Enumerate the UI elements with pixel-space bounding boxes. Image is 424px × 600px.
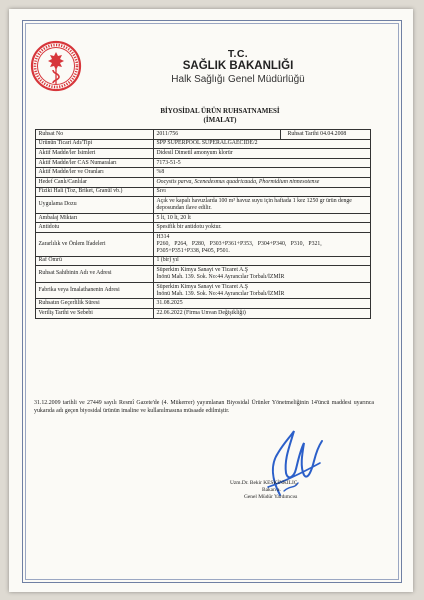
- document-title: [120, 107, 320, 124]
- header-ministry: SAĞLIK BAKANLIĞI: [182, 60, 294, 72]
- row-value: 5 lt, 10 lt, 20 lt: [154, 213, 371, 223]
- document-title-line2: (İMALAT): [203, 115, 237, 124]
- row-value-multiline: [154, 266, 371, 283]
- row-value: %8: [154, 168, 371, 178]
- row-value: Açık ve kapalı havuzlarda 100 m³ havuz suyu için haftada 1 kez 1250 gr ürün denge deposundan ilave edilir.: [154, 197, 371, 214]
- row-value: Spesifik bir antidotu yoktur.: [154, 223, 371, 233]
- table-row: [36, 256, 371, 266]
- table-row: [36, 213, 371, 223]
- table-row: [36, 149, 371, 159]
- row-label: Ruhsatın Geçerlilik Süresi: [36, 299, 154, 309]
- signatory-role-2: Genel Müdür Yardımcısı: [244, 494, 298, 500]
- table-row: [36, 177, 371, 187]
- row-label: Uygulama Dozu: [36, 197, 154, 214]
- factory-address: İnönü Mah. 139. Sok. No:44 Ayrancılar Torbalı/İZMİR: [156, 290, 285, 297]
- row-label: Aktif Madde/ler İsimleri: [36, 149, 154, 159]
- row-label: Aktif Madde/ler ve Oranları: [36, 168, 154, 178]
- row-value: 1 (bir) yıl: [154, 256, 371, 266]
- license-no-value: 2011/756: [154, 130, 281, 140]
- license-no-label: Ruhsat No: [36, 130, 154, 140]
- table-row: [36, 308, 371, 318]
- table-row: [36, 223, 371, 233]
- license-table: [35, 129, 371, 319]
- row-value-multiline: [154, 282, 371, 299]
- signature-block: [230, 480, 350, 501]
- row-value-multiline: [154, 232, 371, 256]
- document-title-line1: BİYOSİDAL ÜRÜN RUHSATNAMESİ: [160, 107, 280, 115]
- table-row: [36, 168, 371, 178]
- row-value: Oocystis parva, Scenedesmus quadricauda, Phormidium ninnesotense: [154, 177, 371, 187]
- row-value: 7173-51-5: [154, 158, 371, 168]
- row-label: Ruhsat Sahibinin Adı ve Adresi: [36, 266, 154, 283]
- hazard-statement: H314: [156, 233, 170, 240]
- row-value: SPP SUPERPOOL SUPERALGAECIDE/2: [154, 139, 371, 149]
- precaution-statements: P260, P264, P280, P303+P361+P353, P304+P340, P310, P321,: [156, 240, 322, 247]
- row-value: Didesil Dimetil amonyum klorür: [154, 149, 371, 159]
- holder-address: İnönü Mah. 139. Sok. No:44 Ayrancılar Torbalı/İZMİR: [156, 273, 285, 280]
- table-row: [36, 232, 371, 256]
- table-row: [36, 187, 371, 197]
- table-row: [36, 282, 371, 299]
- row-label: Ambalaj Miktarı: [36, 213, 154, 223]
- row-label: Zararlılık ve Önlem İfadeleri: [36, 232, 154, 256]
- row-label: Hedef Canlı/Canlılar: [36, 177, 154, 187]
- row-label: Veriliş Tarihi ve Sebebi: [36, 308, 154, 318]
- row-label: Raf Ömrü: [36, 256, 154, 266]
- header-directorate: Halk Sağlığı Genel Müdürlüğü: [171, 74, 305, 85]
- table-row: [36, 130, 371, 140]
- table-row: [36, 139, 371, 149]
- row-label: Ürünün Ticari Adı/Tipi: [36, 139, 154, 149]
- license-date-cell: [281, 130, 371, 140]
- row-label: Aktif Madde/ler CAS Numaraları: [36, 158, 154, 168]
- table-row: [36, 197, 371, 214]
- legal-note: 31.12.2009 tarihli ve 27449 sayılı Resmî Gazete'de (4. Mükerrer) yayımlanan Biyosidal Ürünler Yönetmeliğinin 14'üncü maddesi uyarınca yukarıda adı geçen biyosidal ürünün imaline ve kullanılmasına müsaade edilmiştir.: [34, 400, 374, 414]
- row-label: Antidotu: [36, 223, 154, 233]
- ministry-logo-icon: [30, 40, 82, 92]
- row-value: 22.06.2022 (Firma Unvan Değişikliği): [154, 308, 371, 318]
- row-value: Sıvı: [154, 187, 371, 197]
- precaution-statements-cont: P305+P351+P338, P405, P501.: [156, 247, 230, 254]
- row-label: Fiziki Hali (Toz, Briket, Granül vb.): [36, 187, 154, 197]
- factory-name: Süperkim Kimya Sanayi ve Ticaret A.Ş: [156, 283, 248, 290]
- holder-name: Süperkim Kimya Sanayi ve Ticaret A.Ş: [156, 266, 248, 273]
- signatory-name: Uzm.Dr. Bekir KESKİNKILIÇ: [230, 480, 298, 486]
- table-row: [36, 158, 371, 168]
- signatory-role-1: Bakan a.: [262, 487, 281, 493]
- license-date-label: Ruhsat Tarihi: [287, 130, 319, 137]
- row-label: Fabrika veya İmalathanenin Adresi: [36, 282, 154, 299]
- row-value: 31.08.2025: [154, 299, 371, 309]
- license-date-value: 04.04.2008: [320, 130, 347, 137]
- table-row: [36, 266, 371, 283]
- table-row: [36, 299, 371, 309]
- header-tc: T.C.: [227, 48, 249, 60]
